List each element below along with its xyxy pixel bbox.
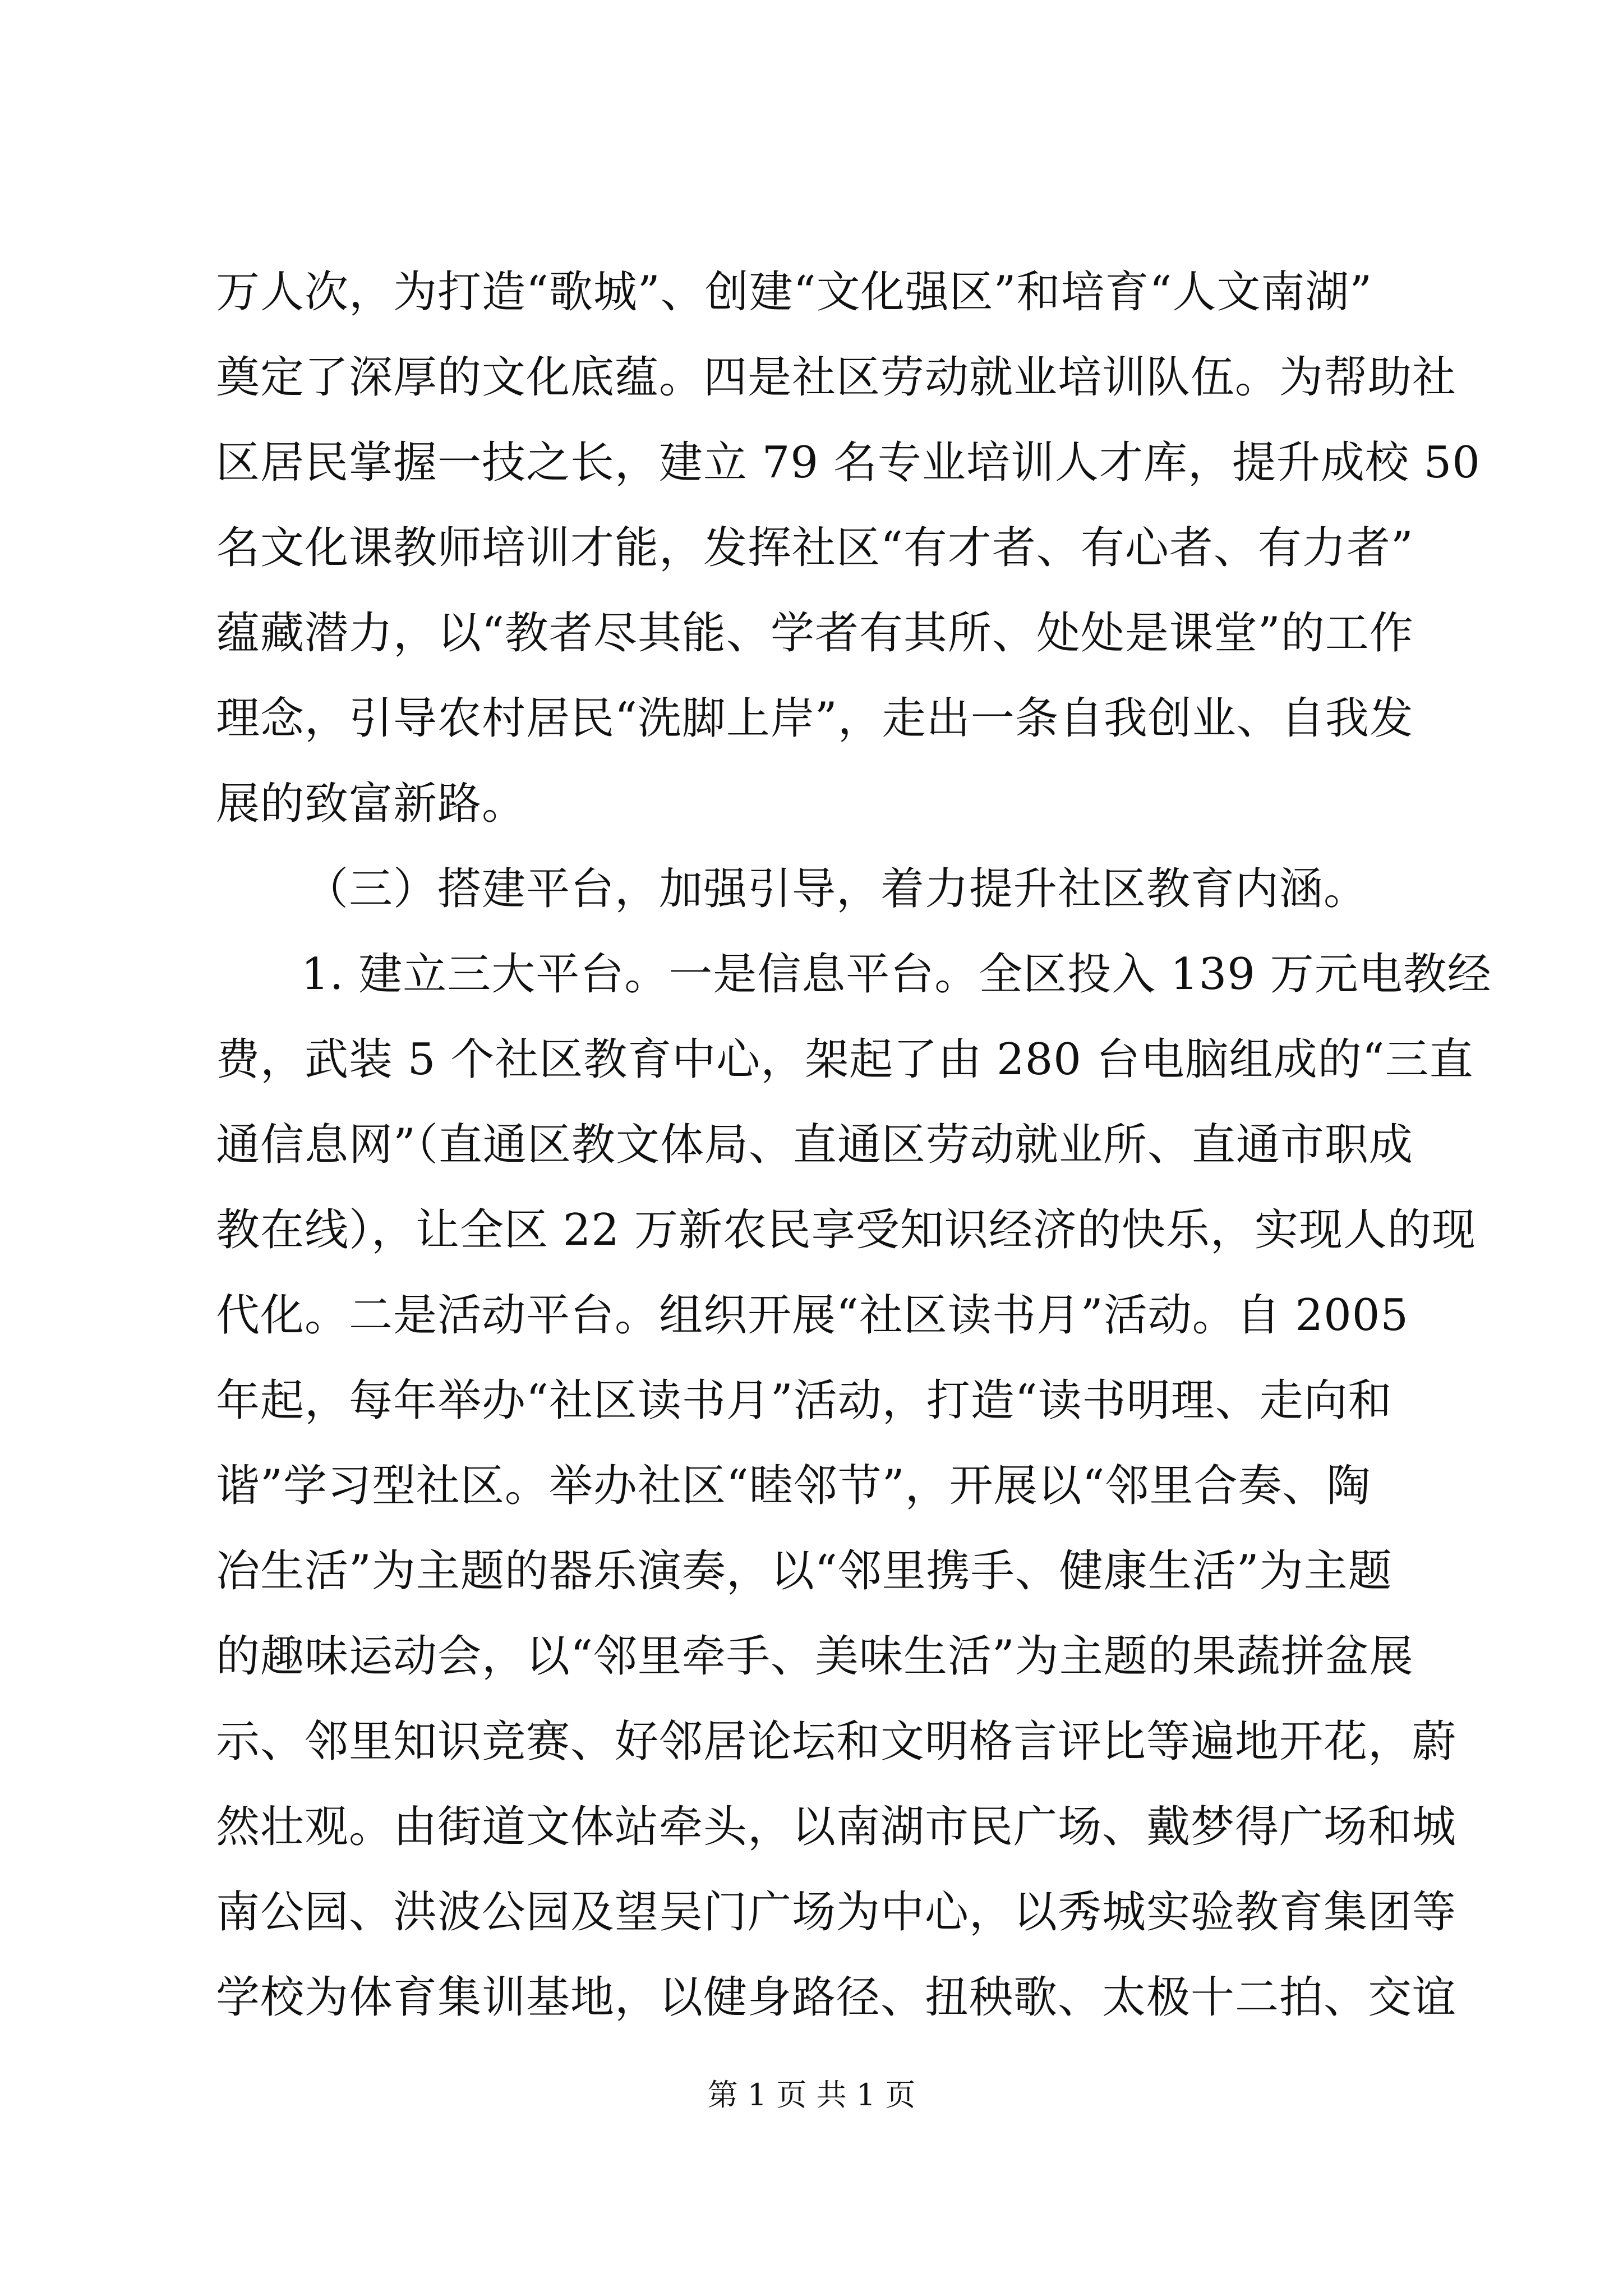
text-line: 展的致富新路。	[216, 779, 527, 829]
text-line: 蕴藏潜力，以“教者尽其能、学者有其所、处处是课堂”的工作	[216, 608, 1414, 659]
text-line: 名文化课教师培训才能，发挥社区“有才者、有心者、有力者”	[216, 523, 1414, 573]
text-line: 谐”学习型社区。举办社区“睦邻节”，开展以“邻里合奏、陶	[216, 1461, 1371, 1511]
text-line: 然壮观。由街道文体站牵头，以南湖市民广场、戴梦得广场和城	[216, 1802, 1457, 1852]
text-line: 示、邻里知识竞赛、好邻居论坛和文明格言评比等遍地开花，蔚	[216, 1717, 1457, 1767]
text-line: 教在线），让全区 22 万新农民享受知识经济的快乐，实现人的现	[216, 1205, 1476, 1255]
body-text	[216, 250, 1492, 2040]
text-line: 代化。二是活动平台。组织开展“社区读书月”活动。自 2005	[216, 1290, 1409, 1341]
text-line: 理念，引导农村居民“洗脚上岸”，走出一条自我创业、自我发	[216, 693, 1414, 744]
text-line: 奠定了深厚的文化底蕴。四是社区劳动就业培训队伍。为帮助社	[216, 352, 1457, 403]
text-line: 学校为体育集训基地，以健身路径、扭秧歌、太极十二拍、交谊	[216, 1972, 1457, 2023]
section-heading: （三）搭建平台，加强引导，着力提升社区教育内涵。	[305, 864, 1368, 914]
text-line: 万人次，为打造“歌城”、创建“文化强区”和培育“人文南湖”	[216, 267, 1373, 318]
text-line: 冶生活”为主题的器乐演奏，以“邻里携手、健康生活”为主题	[216, 1546, 1393, 1596]
text-line: 费，武装 5 个社区教育中心，架起了由 280 台电脑组成的“三直	[216, 1034, 1474, 1085]
text-line: 区居民掌握一技之长，建立 79 名专业培训人才库，提升成校 50	[216, 438, 1481, 488]
page-footer: 第 1 页 共 1 页	[707, 2077, 916, 2113]
text-line: 的趣味运动会，以“邻里牵手、美味生活”为主题的果蔬拼盆展	[216, 1631, 1414, 1682]
text-line: 年起，每年举办“社区读书月”活动，打造“读书明理、走向和	[216, 1375, 1393, 1426]
text-line: 1. 建立三大平台。一是信息平台。全区投入 139 万元电教经	[301, 949, 1492, 1000]
text-line: 通信息网”（直通区教文体局、直通区劳动就业所、直通市职成	[216, 1120, 1413, 1170]
text-line: 南公园、洪波公园及望吴门广场为中心，以秀城实验教育集团等	[216, 1887, 1457, 1938]
